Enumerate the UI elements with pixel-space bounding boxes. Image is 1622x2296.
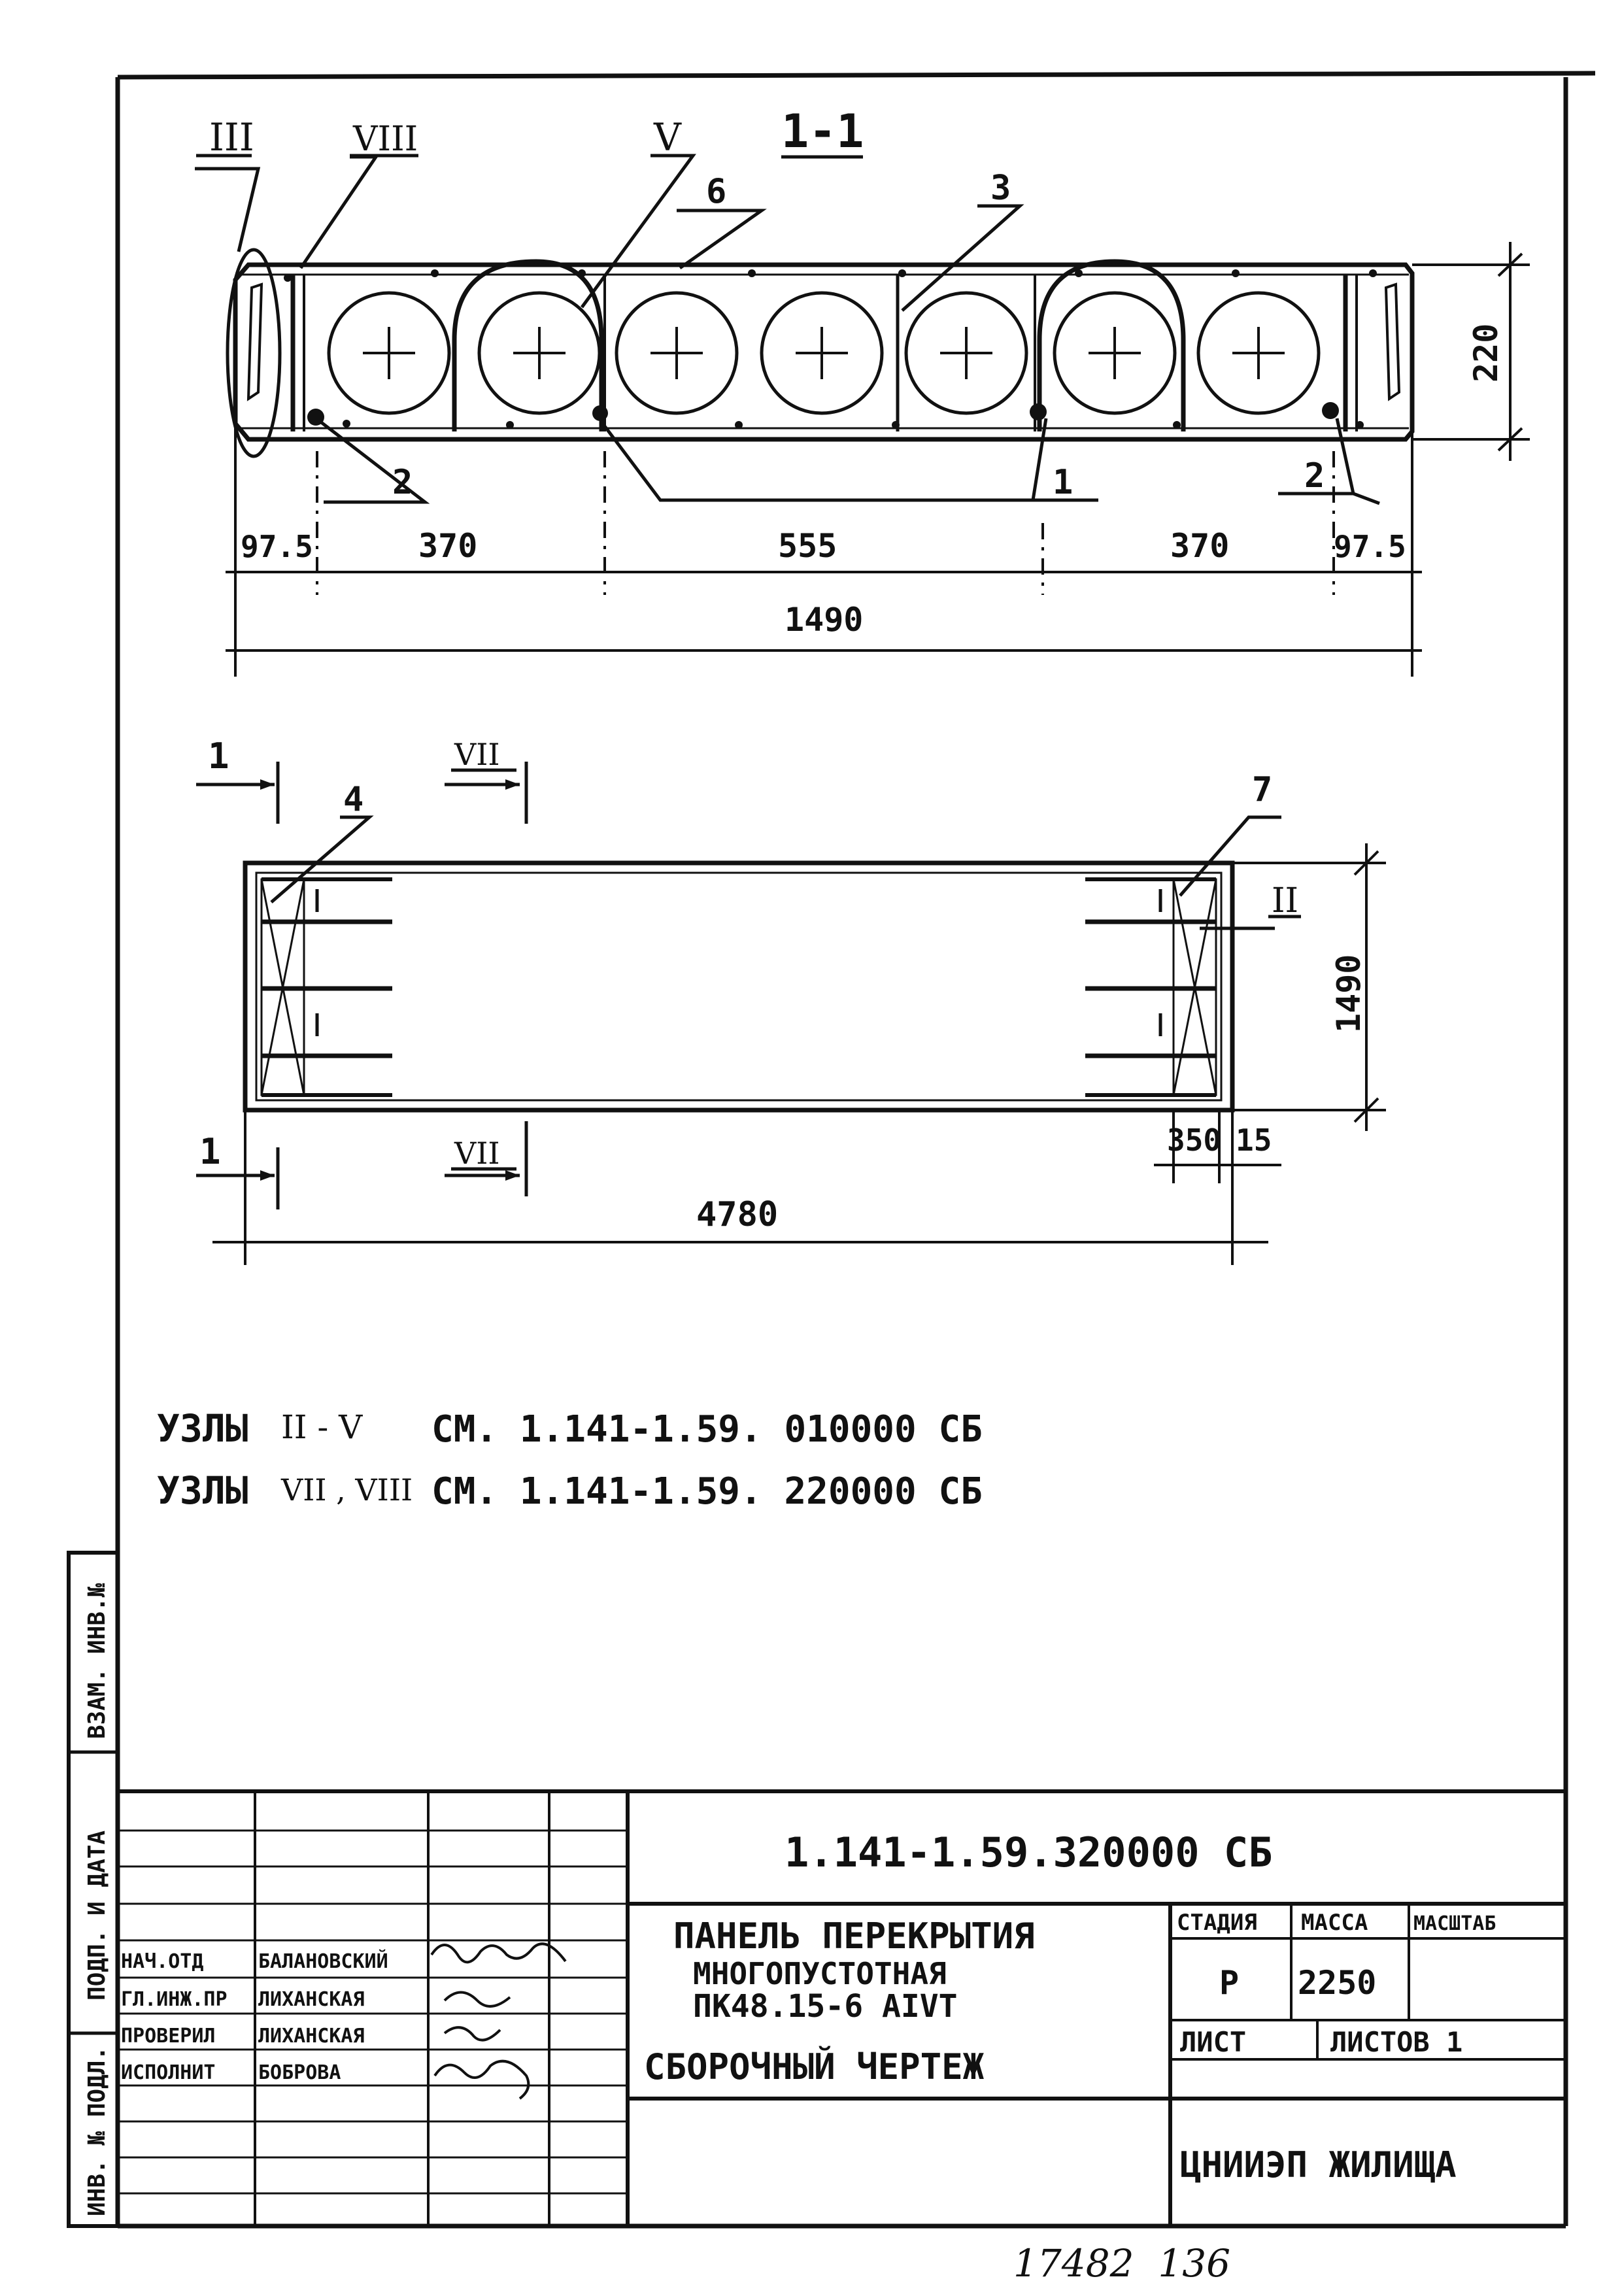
signature-2 — [445, 1993, 510, 2006]
section-width-dim: 1490 — [785, 601, 864, 639]
void-circle-6 — [1055, 293, 1175, 413]
callout-2-left: 2 — [392, 463, 413, 502]
void-circle-3 — [617, 293, 737, 413]
title-line-3: ПК48.15-6 АIVТ — [693, 1988, 958, 2025]
dim-370-left: 370 — [418, 527, 478, 565]
view-mark-VII-top: VII — [454, 737, 500, 772]
plan-width-dim: 1490 — [1330, 954, 1368, 1033]
dim-97-5-left: 97.5 — [241, 529, 313, 564]
section-title: 1-1 — [781, 105, 864, 158]
plan-length-dim: 4780 — [696, 1195, 779, 1234]
note-line-1-prefix: УЗЛЫ — [157, 1406, 248, 1451]
dim-370-right: 370 — [1170, 527, 1230, 565]
signature-1 — [431, 1944, 566, 1962]
section-view — [195, 105, 1530, 677]
note-line-2-range: VII , VIII — [281, 1472, 413, 1508]
note-line-1-range: II - V — [281, 1408, 363, 1446]
void-circle-7 — [1198, 293, 1319, 413]
role-2-name: ЛИХАНСКАЯ — [258, 1988, 365, 2011]
dim-97-5-right: 97.5 — [1334, 529, 1406, 564]
role-3: ПРОВЕРИЛ — [121, 2025, 216, 2048]
section-mark-1-top: 1 — [208, 735, 229, 777]
callout-3: 3 — [990, 169, 1011, 208]
title-line-1: ПАНЕЛЬ ПЕРЕКРЫТИЯ — [673, 1916, 1035, 1957]
roman-mark-III: III — [209, 115, 254, 160]
callout-7: 7 — [1252, 770, 1273, 809]
view-mark-VII-bottom: VII — [454, 1136, 500, 1171]
callout-2-right: 2 — [1304, 456, 1325, 496]
roman-mark-VIII: VIII — [353, 120, 418, 159]
dim-555: 555 — [778, 527, 837, 565]
signatures — [431, 1944, 566, 2099]
mass-value: 2250 — [1298, 1964, 1377, 2002]
title-line-2: МНОГОПУСТОТНАЯ — [693, 1956, 947, 1991]
organization: ЦНИИЭП ЖИЛИЩА — [1180, 2144, 1457, 2186]
role-4-name: БОБРОВА — [258, 2061, 341, 2084]
node-mark-II: II — [1272, 881, 1299, 920]
callout-6: 6 — [706, 172, 727, 211]
title-line-4: СБОРОЧНЫЙ ЧЕРТЕЖ — [644, 2046, 985, 2087]
role-4: ИСПОЛНИТ — [121, 2061, 216, 2084]
void-circle-5 — [906, 293, 1026, 413]
col-header-scale: МАСШТАБ — [1413, 1912, 1496, 1935]
dim-350: 350 — [1167, 1123, 1222, 1158]
void-circle-1 — [329, 293, 449, 413]
plan-view — [196, 735, 1386, 1265]
void-circle-4 — [762, 293, 882, 413]
section-mark-1-bottom: 1 — [199, 1131, 221, 1172]
role-1: НАЧ.ОТД — [121, 1950, 204, 1973]
role-3-name: ЛИХАНСКАЯ — [258, 2025, 365, 2048]
roman-mark-V: V — [654, 115, 681, 160]
col-header-mass: МАССА — [1301, 1910, 1368, 1936]
signature-3 — [445, 2027, 500, 2040]
stage-value: Р — [1219, 1964, 1240, 2002]
notes — [157, 1406, 983, 1513]
role-2: ГЛ.ИНЖ.ПР — [121, 1988, 228, 2011]
footer-numbers: 17482 136 — [1013, 2241, 1231, 2286]
signature-4 — [435, 2061, 528, 2099]
lifting-loop-left — [454, 262, 601, 431]
col-header-stage: СТАДИЯ — [1177, 1910, 1257, 1936]
dim-15: 15 — [1236, 1123, 1272, 1158]
callout-1: 1 — [1053, 463, 1073, 502]
callout-4: 4 — [343, 780, 364, 819]
sheets-label: ЛИСТОВ 1 — [1330, 2026, 1463, 2058]
stamp-inv-podl: ИНВ. № ПОДЛ. — [84, 2046, 110, 2216]
role-1-name: БАЛАНОВСКИЙ — [258, 1950, 388, 1973]
note-line-2-prefix: УЗЛЫ — [157, 1468, 248, 1513]
side-stamps — [84, 1583, 110, 2216]
stamp-podp-data: ПОДП. И ДАТА — [84, 1830, 110, 2001]
lifting-loop-right — [1039, 262, 1183, 431]
sheet-label: ЛИСТ — [1180, 2026, 1247, 2058]
note-line-2-text: СМ. 1.141-1.59. 220000 СБ — [431, 1470, 983, 1513]
section-height-dim: 220 — [1467, 323, 1505, 382]
note-line-1-text: СМ. 1.141-1.59. 010000 СБ — [431, 1408, 983, 1451]
doc-code: 1.141-1.59.320000 СБ — [785, 1829, 1273, 1876]
panel-outline — [245, 863, 1232, 1110]
void-circle-2 — [479, 293, 600, 413]
stamp-vzam-inv: ВЗАМ. ИНВ.№ — [84, 1583, 110, 1739]
